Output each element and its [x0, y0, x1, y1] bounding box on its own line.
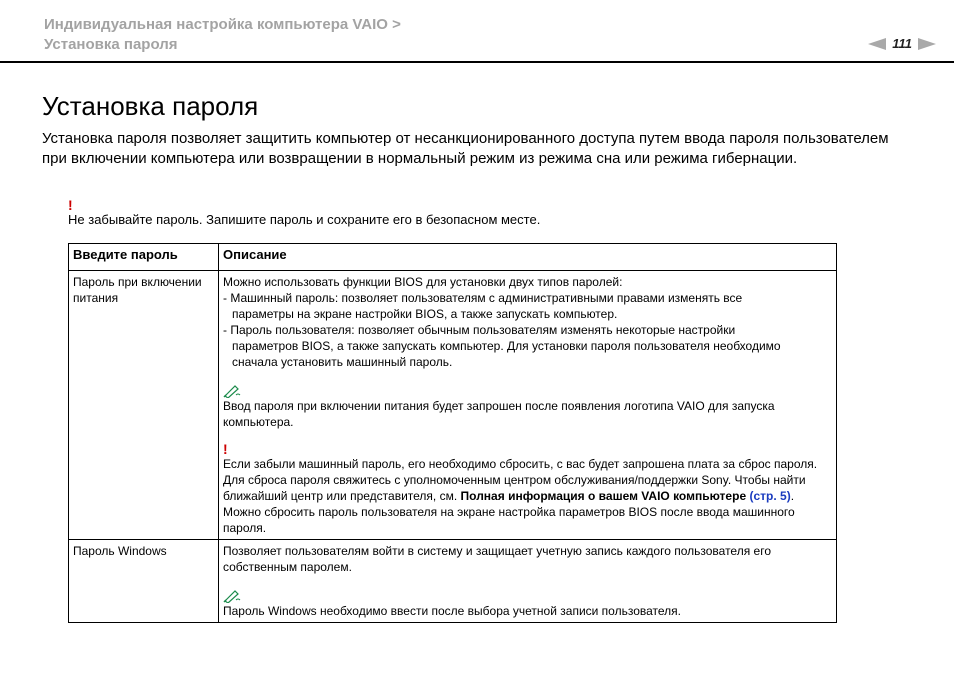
- note-pen-icon: [223, 384, 241, 398]
- reference-title: Полная информация о вашем VAIO компьютере: [460, 489, 747, 503]
- top-warning-text: Не забывайте пароль. Запишите пароль и сохраните его в безопасном месте.: [68, 212, 541, 227]
- row-description: [219, 271, 837, 540]
- desc-intro: Можно использовать функции BIOS для установки двух типов паролей:: [223, 275, 623, 289]
- note-pen-icon: [223, 589, 241, 603]
- table-header-row: [69, 244, 837, 271]
- next-page-arrow-icon[interactable]: [918, 38, 936, 50]
- breadcrumb-current: Установка пароля: [44, 36, 178, 53]
- desc-text: Позволяет пользователям войти в систему и защищает учетную запись каждого пользователя его собственным паролем.: [223, 544, 771, 574]
- warning-icon: !: [68, 197, 73, 213]
- breadcrumb-parent[interactable]: Индивидуальная настройка компьютера VAIO >: [44, 16, 401, 33]
- row-name-windows-password: Пароль Windows: [69, 540, 219, 623]
- page-number: 111: [892, 36, 912, 51]
- row-description: [219, 540, 837, 623]
- warning-text: Если забыли машинный пароль, его необходимо сбросить, с вас будет запрошена плата за сброс пароля. Для сброса пароля свяжитесь с уполномоченным центром обслуживания/поддержки Sony. Чтобы найти ближайший центр или представителя, см. Полная информация о вашем VAIO компьютере (стр. 5).: [223, 457, 818, 503]
- table-row: [69, 271, 837, 540]
- note-text: Пароль Windows необходимо ввести после выбора учетной записи пользователя.: [223, 604, 682, 618]
- warning-icon: !: [223, 441, 228, 457]
- bullet-machine-password-cont: параметры на экране настройки BIOS, а также запускать компьютер.: [232, 307, 618, 321]
- bullet-user-password-cont2: сначала установить машинный пароль.: [232, 355, 453, 369]
- reset-text: Можно сбросить пароль пользователя на экране настройка параметров BIOS после ввода машинного пароля.: [223, 505, 795, 535]
- column-header-description: Описание: [219, 244, 837, 271]
- bullet-user-password-cont: параметров BIOS, а также запускать компьютер. Для установки пароля пользователя необходимо: [232, 339, 781, 353]
- page-link[interactable]: (стр. 5): [749, 489, 791, 503]
- password-table: [68, 243, 837, 623]
- top-warning: [68, 198, 540, 228]
- row-name-power-on-password: Пароль при включении питания: [69, 271, 219, 540]
- note-text: Ввод пароля при включении питания будет запрошен после появления логотипа VAIO для запуска компьютера.: [223, 399, 775, 429]
- column-header-password: Введите пароль: [69, 244, 219, 271]
- header-divider: [0, 61, 954, 63]
- bullet-user-password: - Пароль пользователя: позволяет обычным пользователям изменять некоторые настройки: [223, 323, 736, 337]
- page-title: Установка пароля: [42, 91, 259, 121]
- page-navigation: [868, 36, 936, 51]
- table-row: [69, 540, 837, 623]
- breadcrumb: [44, 15, 401, 55]
- intro-paragraph: Установка пароля позволяет защитить компьютер от несанкционированного доступа путем ввода пароля пользователем при включении компьютера или возвращении в нормальный режим из режима сна или режима гибернации.: [42, 130, 889, 167]
- bullet-machine-password: - Машинный пароль: позволяет пользователям с административными правами изменять все: [223, 291, 743, 305]
- prev-page-arrow-icon[interactable]: [868, 38, 886, 50]
